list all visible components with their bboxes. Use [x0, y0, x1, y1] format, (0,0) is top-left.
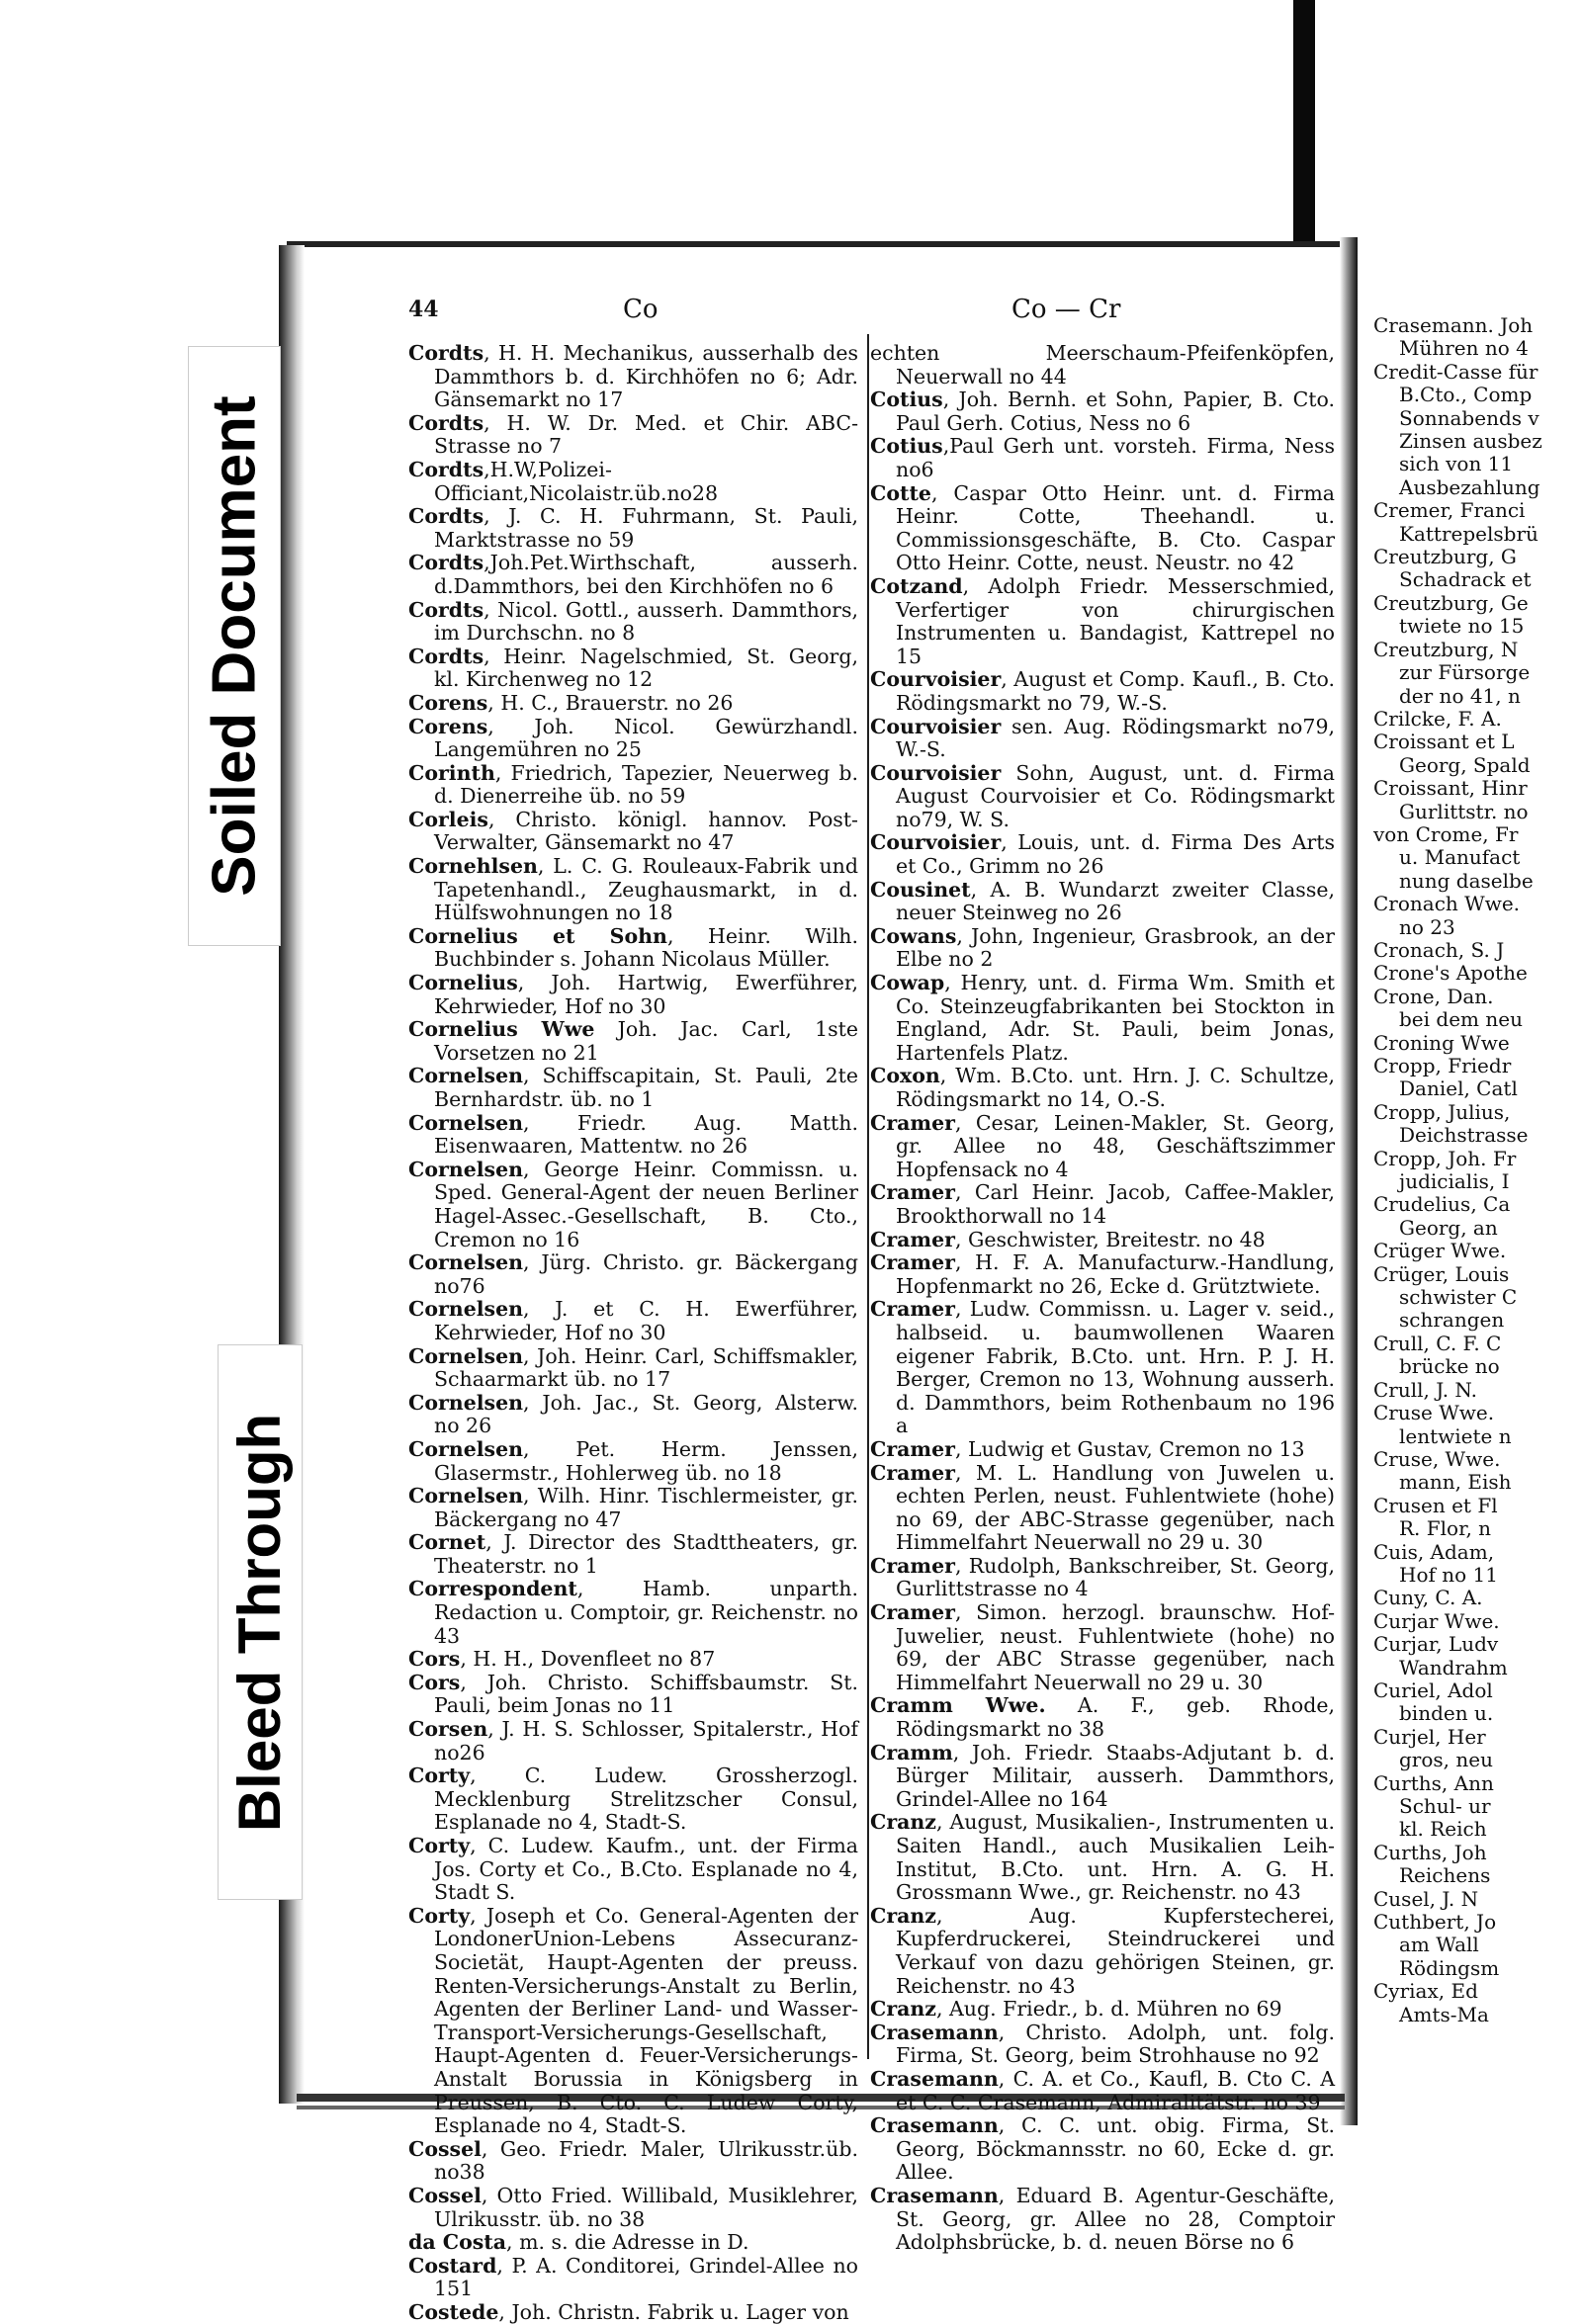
entry-details: , A. B. Wundarzt zweiter Classe, neuer Steinweg no 26	[896, 877, 1335, 925]
next-page-strip	[1358, 297, 1582, 2135]
directory-entry	[408, 1835, 858, 1905]
entry-name: Cornelsen	[408, 1390, 524, 1415]
directory-entry	[408, 412, 858, 459]
entry-details: , Schiffscapitain, St. Pauli, 2te Bernhardstr. üb. no 1	[434, 1064, 858, 1111]
next-page-line: Deichstrasse	[1399, 1123, 1529, 1148]
entry-name: Cramer	[870, 1227, 955, 1251]
entry-details: , Wilh. Hinr. Tischlermeister, gr. Bäckergang no 47	[434, 1484, 858, 1531]
next-page-line: gros, neu	[1399, 1748, 1493, 1772]
entry-name: Corens	[408, 690, 488, 715]
entry-details: , M. L. Handlung von Juwelen u. echten Perlen, neust. Fuhlentwiete (hohe) no 69, der ABC-Strasse gegenüber, nach Himmelfahrt Neuerwall no 29 u. 30	[896, 1460, 1335, 1555]
next-page-line: Credit-Casse für	[1373, 359, 1538, 384]
directory-entry	[408, 646, 858, 692]
next-page-line: Cremer, Franci	[1373, 498, 1526, 523]
entry-details: , Joh. Friedr. Staabs-Adjutant b. d. Bürger Militair, ausserh. Dammthors, Grindel-Allee no 164	[896, 1740, 1335, 1811]
directory-entry	[408, 1438, 858, 1485]
next-page-line: binden u.	[1399, 1701, 1494, 1726]
next-page-line: schwister C	[1399, 1285, 1518, 1310]
directory-entry	[870, 879, 1335, 925]
next-page-line: judicialis, I	[1399, 1169, 1510, 1194]
directory-entry	[408, 1765, 858, 1835]
entry-details: , Joh. Christo. Schiffsbaumstr. St. Pauli, beim Jonas no 11	[434, 1670, 858, 1718]
entry-details: , Geschwister, Breitestr. no 48	[954, 1227, 1266, 1251]
directory-entry	[870, 1694, 1335, 1741]
next-page-line: der no 41, n	[1399, 683, 1521, 708]
entry-name: Courvoisier	[870, 667, 1002, 692]
next-page-line: Curjel, Her	[1373, 1724, 1486, 1749]
directory-entry	[408, 1112, 858, 1159]
next-page-line: R. Flor, n	[1399, 1516, 1492, 1541]
entry-name: Costard	[408, 2253, 497, 2278]
entry-details: , Cesar, Leinen-Makler, St. Georg, gr. Allee no 48, Geschäftszimmer Hopfensack no 4	[896, 1110, 1335, 1181]
entry-details: , Christo. Adolph, unt. folg. Firma, St. Georg, beim Strohhause no 92	[896, 2020, 1335, 2068]
entry-details: , Heinr. Nagelschmied, St. Georg, kl. Kirchenweg no 12	[434, 644, 858, 692]
directory-entry	[870, 1742, 1335, 1812]
entry-name: Cornelsen	[408, 1250, 524, 1275]
entry-name: Cramer	[870, 1250, 955, 1275]
entry-details: , Henry, unt. d. Firma Wm. Smith et Co. Steinzeugfabrikanten bei Stockton in England, Adr. St. Pauli, beim Jonas, Hartenfels Platz.	[896, 971, 1335, 1065]
next-page-line: B.Cto., Comp	[1399, 383, 1533, 407]
next-page-line: Crüger, Louis	[1373, 1261, 1510, 1286]
directory-entry	[870, 2022, 1335, 2068]
next-page-line: Crilcke, F. A.	[1373, 706, 1502, 731]
directory-entry	[408, 1065, 858, 1111]
entry-name: Cowans	[870, 923, 957, 948]
next-page-line: Cuthbert, Jo	[1373, 1910, 1497, 1935]
next-page-line: Curiel, Adol	[1373, 1678, 1493, 1702]
entry-name: da Costa	[408, 2230, 507, 2255]
next-page-line: Rödingsm	[1399, 1955, 1500, 1980]
entry-details: , Aug. Friedr., b. d. Mühren no 69	[935, 1997, 1282, 2022]
next-page-line: Crone, Dan.	[1373, 984, 1494, 1008]
next-page-line: Croning Wwe	[1373, 1030, 1510, 1055]
directory-entry	[870, 388, 1335, 435]
directory-entry	[870, 2185, 1335, 2255]
entry-name: Cramm	[870, 1740, 953, 1765]
directory-entry	[408, 342, 858, 412]
entry-details: , Carl Heinr. Jacob, Caffee-Makler, Brookthorwall no 14	[896, 1180, 1335, 1228]
entry-details: sen. Aug. Rödingsmarkt no79, W.-S.	[896, 714, 1335, 762]
entry-name: Cornelsen	[408, 1297, 524, 1322]
entry-name: Courvoisier	[870, 760, 1002, 785]
directory-entry	[870, 482, 1335, 575]
entry-name: Costede	[408, 2299, 499, 2324]
directory-entry	[408, 762, 858, 809]
directory-entry	[408, 2301, 858, 2324]
entry-details: , John, Ingenieur, Grasbrook, an der Elbe no 2	[896, 923, 1335, 972]
entry-details: Joh. Jac. Carl, 1ste Vorsetzen no 21	[434, 1017, 858, 1065]
entry-details: , Friedr. Aug. Matth. Eisenwaaren, Mattentw. no 26	[434, 1110, 858, 1159]
next-page-line: Amts-Ma	[1399, 2002, 1489, 2026]
directory-entry	[408, 925, 858, 972]
directory-entry	[870, 435, 1335, 481]
directory-entry	[408, 692, 858, 716]
entry-details: , Joh. Nicol. Gewürzhandl. Langemühren no 25	[434, 714, 858, 762]
next-page-line: Cronach Wwe.	[1373, 892, 1521, 916]
entry-details: , Louis, unt. d. Firma Des Arts et Co., Grimm no 26	[896, 830, 1335, 879]
directory-entry	[408, 1251, 858, 1298]
entry-name: Corty	[408, 1834, 471, 1857]
page-right-edge	[1340, 237, 1358, 2125]
entry-details: , C. A. et Co., Kaufl, B. Cto C. A et C. C. Crasemann, Admiralitätstr. no 39	[896, 2066, 1335, 2114]
directory-entry	[870, 1811, 1335, 1904]
entry-details: , Joh. Christn. Fabrik u. Lager von	[498, 2299, 849, 2324]
entry-details: , George Heinr. Commissn. u. Sped. General-Agent der neuen Berliner Hagel-Assec.-Gesellschaft, B. Cto., Cremon no 16	[434, 1157, 858, 1251]
directory-entry	[408, 1718, 858, 1765]
next-page-line: twiete no 15	[1399, 614, 1525, 639]
entry-name: Cossel	[408, 2183, 482, 2207]
next-page-line: Creutzburg, N	[1373, 637, 1519, 661]
next-page-line: Crasemann. Joh	[1373, 313, 1534, 337]
entry-name: Cornelsen	[408, 1064, 524, 1088]
next-page-line: am Wall	[1399, 1933, 1479, 1957]
next-page-line: Ausbezahlung	[1399, 474, 1540, 499]
next-page-line: Kattrepelsbrü	[1399, 521, 1538, 546]
entry-name: Cramer	[870, 1110, 955, 1135]
next-page-line: Cuny, C. A.	[1373, 1586, 1483, 1610]
entry-name: Cramer	[870, 1436, 955, 1461]
next-page-line: schrangen	[1399, 1308, 1505, 1333]
directory-entry	[408, 552, 858, 598]
soiled-document-text: Soiled Document	[200, 395, 269, 897]
directory-entry	[408, 2255, 858, 2301]
directory-entry	[870, 2114, 1335, 2185]
entry-name: Courvoisier	[870, 830, 1002, 855]
directory-entry	[870, 1112, 1335, 1182]
entry-details: , Otto Fried. Willibald, Musiklehrer, Ulrikusstr. üb. no 38	[434, 2183, 858, 2231]
entry-details: , Geo. Friedr. Maler, Ulrikusstr.üb. no38	[434, 2136, 858, 2185]
next-page-line: Crull, C. F. C	[1373, 1331, 1502, 1355]
next-page-line: Georg, an	[1399, 1215, 1498, 1240]
entry-name: Crasemann	[870, 2113, 999, 2138]
scan-background-top	[0, 0, 1582, 237]
entry-details: , Joh. Bernh. et Sohn, Papier, B. Cto. Paul Gerh. Cotius, Ness no 6	[896, 387, 1335, 435]
next-page-line: Daniel, Catl	[1399, 1076, 1518, 1101]
next-page-line: Hof no 11	[1399, 1562, 1498, 1587]
directory-entry	[870, 1298, 1335, 1438]
next-page-line: nung daselbe	[1399, 868, 1534, 893]
entry-name: Crasemann	[870, 2020, 999, 2044]
entry-details: , Ludwig et Gustav, Cremon no 13	[954, 1436, 1305, 1461]
next-page-line: Creutzburg, Ge	[1373, 590, 1529, 615]
entry-details: , Simon. herzogl. braunschw. Hof-Juwelier, neust. Fuhlentwiete (hohe) no 69, der ABC Strasse gegenüber, nach Himmelfahrt Neuerwall no 29 u. 30	[896, 1600, 1335, 1694]
next-page-line: Crone's Apothe	[1373, 961, 1528, 986]
directory-entry	[408, 1298, 858, 1344]
next-page-line: u. Manufact	[1399, 845, 1521, 870]
directory-entry	[870, 1998, 1335, 2022]
directory-entry	[408, 459, 858, 505]
directory-entry	[870, 1601, 1335, 1694]
entry-details: , Adolph Friedr. Messerschmied, Verfertiger von chirurgischen Instrumenten u. Bandagist, Kattrepel no 15	[896, 573, 1335, 668]
entry-name: Corty	[408, 1903, 471, 1928]
entry-name: Cornehlsen	[408, 854, 538, 879]
entry-details: Sohn, August, unt. d. Firma August Courvoisier et Co. Rödingsmarkt no79, W. S.	[896, 760, 1335, 831]
entry-name: Coxon	[870, 1064, 940, 1088]
entry-name: Cornelius Wwe	[408, 1017, 595, 1042]
directory-entry	[408, 1905, 858, 2138]
next-page-line: Crüger Wwe.	[1373, 1239, 1507, 1263]
next-page-line: Zinsen ausbez	[1399, 429, 1542, 454]
bleed-through-label	[218, 1344, 303, 1900]
entry-details: , Jürg. Christo. gr. Bäckergang no76	[434, 1250, 858, 1298]
entry-name: Cordts	[408, 551, 484, 575]
entry-name: Corty	[408, 1764, 471, 1788]
entry-details: , Christo. königl. hannov. Post-Verwalter, Gänsemarkt no 47	[434, 807, 858, 855]
entry-name: Corsen	[408, 1717, 488, 1742]
entry-name: Cordts	[408, 341, 484, 365]
entry-name: Cotius	[870, 434, 943, 459]
entry-name: Cranz	[870, 1997, 936, 2022]
next-page-line: Cyriax, Ed	[1373, 1979, 1478, 2004]
directory-page	[305, 247, 1341, 2324]
entry-details: , Joh. Heinr. Carl, Schiffsmakler, Schaarmarkt üb. no 17	[434, 1343, 858, 1392]
next-page-line: sich von 11	[1399, 452, 1514, 476]
entry-name: Cornelsen	[408, 1484, 524, 1508]
directory-entry	[870, 925, 1335, 972]
next-page-line: Reichens	[1399, 1863, 1491, 1888]
entry-name: Cramm Wwe.	[870, 1693, 1046, 1718]
header-left: Co	[623, 295, 659, 324]
directory-entry	[408, 1578, 858, 1648]
entry-name: Correspondent	[408, 1577, 577, 1601]
next-page-line: Crudelius, Ca	[1373, 1192, 1511, 1217]
entry-details: , J. et C. H. Ewerführer, Kehrwieder, Hof no 30	[434, 1297, 858, 1344]
entry-details: , Pet. Herm. Jenssen, Glasermstr., Hohlerweg üb. no 18	[434, 1436, 858, 1485]
directory-entry	[870, 668, 1335, 715]
entry-details: , Nicol. Gottl., ausserh. Dammthors, im Durchschn. no 8	[434, 597, 858, 646]
directory-entry	[870, 1065, 1335, 1111]
scan-binding-bar	[1293, 0, 1315, 247]
directory-entry	[870, 1462, 1335, 1555]
next-page-line: Curths, Joh	[1373, 1840, 1487, 1864]
right-column	[870, 342, 1335, 2255]
entry-name: Cornelsen	[408, 1110, 524, 1135]
entry-name: Cordts	[408, 504, 484, 529]
directory-entry	[870, 2068, 1335, 2114]
next-page-line: Gurlittstr. no	[1399, 799, 1529, 823]
bleed-through-text: Bleed Through	[226, 1413, 294, 1832]
next-page-line: Schul- ur	[1399, 1794, 1491, 1818]
entry-details: , Aug. Kupferstecherei, Kupferdruckerei, Steindruckerei und Verkauf von dazu gehörigen Steinen, gr. Reichenstr. no 43	[896, 1903, 1335, 1998]
entry-details: , August, Musikalien-, Instrumenten u. Saiten Handl., auch Musikalien Leih-Institut, B.Cto. unt. Hrn. A. G. H. Grossmann Wwe., gr. Reichenstr. no 43	[896, 1810, 1335, 1905]
directory-entry	[870, 1251, 1335, 1298]
next-page-line: Cropp, Friedr	[1373, 1054, 1512, 1077]
directory-entry	[408, 2138, 858, 2185]
entry-name: Cossel	[408, 2136, 482, 2161]
next-page-line: zur Fürsorge	[1399, 660, 1531, 685]
next-page-line: bei dem neu	[1399, 1007, 1523, 1032]
entry-details: , Joh. Hartwig, Ewerführer, Kehrwieder, Hof no 30	[434, 971, 858, 1018]
entry-name: Cramer	[870, 1600, 955, 1625]
entry-details: , C. Ludew. Kaufm., unt. der Firma Jos. Corty et Co., B.Cto. Esplanade no 4, Stadt S.	[434, 1834, 858, 1905]
entry-details: , H. H., Dovenfleet no 87	[460, 1647, 716, 1672]
entry-name: Cordts	[408, 597, 484, 622]
entry-details: , Caspar Otto Heinr. unt. d. Firma Heinr. Cotte, Theehandl. u. Commissionsgeschäfte, B. Cto. Caspar Otto Heinr. Cotte, neust. Neustr. no 42	[896, 480, 1335, 575]
next-page-line: mann, Eish	[1399, 1470, 1512, 1495]
next-page-line: kl. Reich	[1399, 1817, 1487, 1842]
entry-details: , C. C. unt. obig. Firma, St. Georg, Böckmannsstr. no 60, Ecke d. gr. Allee.	[896, 2113, 1335, 2185]
entry-name: Cramer	[870, 1180, 955, 1205]
left-column	[408, 342, 858, 2324]
entry-name: Cramer	[870, 1460, 955, 1485]
column-divider	[867, 334, 869, 2059]
entry-name: Cordts	[408, 410, 484, 435]
next-page-line: Cropp, Julius,	[1373, 1099, 1511, 1124]
entry-name: Cotte	[870, 480, 931, 505]
next-page-line: Croissant, Hinr	[1373, 776, 1528, 801]
directory-entry	[408, 599, 858, 646]
directory-entry	[870, 575, 1335, 668]
soiled-document-label	[188, 346, 281, 946]
next-page-line: Crull, J. N.	[1373, 1377, 1478, 1402]
next-page-line: Cropp, Joh. Fr	[1373, 1146, 1517, 1170]
entry-details: , P. A. Conditorei, Grindel-Allee no 151	[434, 2253, 858, 2301]
entry-details: , H. C., Brauerstr. no 26	[487, 690, 734, 715]
entry-details: , H. F. A. Manufacturw.-Handlung, Hopfenmarkt no 26, Ecke d. Grütztwiete.	[896, 1250, 1335, 1298]
entry-name: Cornelsen	[408, 1157, 524, 1181]
entry-details: , Joseph et Co. General-Agenten der LondonerUnion-Lebens Assecuranz-Societät, Haupt-Agenten der preuss. Renten-Versicherungs-Anstalt zu Berlin, Agenten der Berliner Land- und Wasser-Transport-Versicherungs-Gesellschaft, Haupt-Agenten d. Feuer-Versicherungs-Anstalt Borussia in Königsberg in Preussen, B. Cto. C. Ludew Corty, Esplanade no 4, Stadt-S.	[434, 1903, 858, 2138]
next-page-line: Mühren no 4	[1399, 336, 1529, 361]
next-page-line: Cruse, Wwe.	[1373, 1446, 1501, 1471]
entry-details: A. F., geb. Rhode, Rödingsmarkt no 38	[896, 1693, 1335, 1742]
next-page-line: brücke no	[1399, 1354, 1500, 1379]
next-page-line: Curjar, Ludv	[1373, 1632, 1499, 1657]
entry-name: Cornet	[408, 1530, 486, 1555]
directory-entry	[408, 2185, 858, 2231]
next-page-line: Georg, Spald	[1399, 752, 1531, 777]
entry-name: Cotzand	[870, 573, 963, 598]
entry-details: , C. Ludew. Grossherzogl. Mecklenburg Strelitzscher Consul, Esplanade no 4, Stadt-S.	[434, 1764, 858, 1835]
entry-name: Corleis	[408, 807, 488, 831]
entry-name: Cotius	[870, 387, 943, 412]
directory-entry	[408, 972, 858, 1018]
entry-name: Crasemann	[870, 2066, 999, 2091]
entry-details: , L. C. G. Rouleaux-Fabrik und Tapetenhandl., Zeughausmarkt, in d. Hülfswohnungen no 18	[434, 854, 858, 925]
next-page-line: Wandrahm	[1399, 1655, 1508, 1679]
entry-name: Cousinet	[870, 877, 971, 902]
directory-entry	[408, 809, 858, 855]
directory-entry	[408, 1672, 858, 1718]
entry-name: Cors	[408, 1670, 461, 1694]
entry-name: Courvoisier	[870, 714, 1002, 738]
next-page-column	[1373, 314, 1582, 2026]
entry-name: Cranz	[870, 1810, 936, 1835]
directory-entry	[408, 1159, 858, 1251]
entry-details: , Heinr. Wilh. Buchbinder s. Johann Nicolaus Müller.	[434, 923, 858, 972]
next-page-line: Cronach, S. J	[1373, 937, 1505, 962]
directory-entry	[870, 1438, 1335, 1462]
entry-name: Cordts	[408, 457, 484, 481]
next-page-line: Curths, Ann	[1373, 1770, 1494, 1795]
entry-details: , J. Director des Stadttheaters, gr. Theaterstr. no 1	[434, 1530, 858, 1578]
entry-details: , m. s. die Adresse in D.	[506, 2230, 749, 2255]
entry-name: Cornelsen	[408, 1436, 524, 1461]
next-page-line: Creutzburg, G	[1373, 545, 1517, 569]
entry-name: Cramer	[870, 1297, 955, 1322]
entry-name: Corens	[408, 714, 488, 738]
entry-name: Cornelius et Sohn	[408, 923, 667, 948]
next-page-line: Sonnabends v	[1399, 405, 1539, 430]
directory-entry	[870, 1229, 1335, 1252]
entry-name: Cramer	[870, 1553, 955, 1578]
directory-entry	[870, 1181, 1335, 1228]
directory-entry	[408, 1018, 858, 1065]
entry-details: , H. H. Mechanikus, ausserhalb des Dammthors b. d. Kirchhöfen no 6; Adr. Gänsemarkt no 17	[434, 341, 858, 412]
directory-entry	[408, 1392, 858, 1438]
directory-entry	[870, 831, 1335, 878]
entry-details: ,H.W,Polizei-Officiant,Nicolaistr.üb.no28	[434, 457, 719, 505]
entry-details: , Rudolph, Bankschreiber, St. Georg, Gurlittstrasse no 4	[896, 1553, 1335, 1601]
directory-entry	[408, 716, 858, 762]
next-page-line: Schadrack et	[1399, 567, 1532, 592]
next-page-line: lentwiete n	[1399, 1423, 1512, 1448]
entry-details: ,Paul Gerh unt. vorsteh. Firma, Ness no6	[896, 434, 1335, 481]
directory-entry	[408, 1345, 858, 1392]
entry-name: Cornelsen	[408, 1343, 524, 1368]
directory-entry	[408, 1485, 858, 1531]
entry-details: , H. W. Dr. Med. et Chir. ABC-Strasse no 7	[434, 410, 858, 459]
next-page-line: Cuis, Adam,	[1373, 1539, 1495, 1564]
next-page-top	[1358, 237, 1582, 297]
entry-name: Cors	[408, 1647, 461, 1672]
next-page-line: Croissant et L	[1373, 730, 1515, 754]
directory-entry	[870, 1555, 1335, 1601]
next-page-line: von Crome, Fr	[1373, 821, 1519, 846]
directory-entry	[408, 1648, 858, 1672]
entry-name: Crasemann	[870, 2183, 999, 2207]
entry-details: , Friedrich, Tapezier, Neuerweg b. d. Dienerreihe üb. no 59	[434, 760, 858, 809]
entry-details: , Wm. B.Cto. unt. Hrn. J. C. Schultze, Rödingsmarkt no 14, O.-S.	[896, 1064, 1335, 1111]
entry-name: Corinth	[408, 760, 495, 785]
directory-entry	[408, 2231, 858, 2255]
next-page-line: no 23	[1399, 914, 1455, 939]
entry-details: , J. C. H. Fuhrmann, St. Pauli, Marktstrasse no 59	[434, 504, 858, 552]
next-page-line: Cusel, J. N	[1373, 1886, 1479, 1911]
directory-entry	[408, 855, 858, 925]
directory-entry	[870, 716, 1335, 762]
entry-details: , Hamb. unparth. Redaction u. Comptoir, gr. Reichenstr. no 43	[434, 1577, 858, 1648]
next-page-line: Cruse Wwe.	[1373, 1401, 1495, 1425]
next-page-line: Curjar Wwe.	[1373, 1608, 1500, 1633]
directory-entry	[408, 1531, 858, 1578]
entry-details: , Joh. Jac., St. Georg, Alsterw. no 26	[434, 1390, 858, 1438]
directory-entry	[870, 972, 1335, 1065]
header-right: Co — Cr	[1011, 295, 1121, 324]
entry-name: Cordts	[408, 644, 484, 668]
entry-details: , Eduard B. Agentur-Geschäfte, St. Georg, gr. Allee no 28, Comptoir Adolphsbrücke, b. d. neuen Börse no 6	[896, 2183, 1335, 2255]
next-page-line: Crusen et Fl	[1373, 1493, 1498, 1517]
directory-entry	[408, 505, 858, 552]
directory-entry	[870, 342, 1335, 388]
entry-name: Cranz	[870, 1903, 936, 1928]
entry-name: Cowap	[870, 971, 945, 995]
entry-details: , Ludw. Commissn. u. Lager v. seid., halbseid. u. baumwollenen Waaren eigener Fabrik, B.Cto. unt. Hrn. P. J. H. Berger, Cremon no 13, Wohnung ausserh. d. Dammthors, beim Rothenbaum no 196 a	[896, 1297, 1335, 1438]
entry-name: Cornelius	[408, 971, 518, 995]
entry-details: , August et Comp. Kaufl., B. Cto. Rödingsmarkt no 79, W.-S.	[896, 667, 1335, 715]
entry-details: echten Meerschaum-Pfeifenköpfen, Neuerwall no 44	[870, 341, 1335, 388]
directory-entry	[870, 1905, 1335, 1998]
entry-details: , J. H. S. Schlosser, Spitalerstr., Hof no26	[434, 1717, 858, 1765]
directory-entry	[870, 762, 1335, 832]
page-number: 44	[408, 297, 439, 322]
entry-details: ,Joh.Pet.Wirthschaft, ausserh. d.Dammthors, bei den Kirchhöfen no 6	[434, 551, 858, 598]
